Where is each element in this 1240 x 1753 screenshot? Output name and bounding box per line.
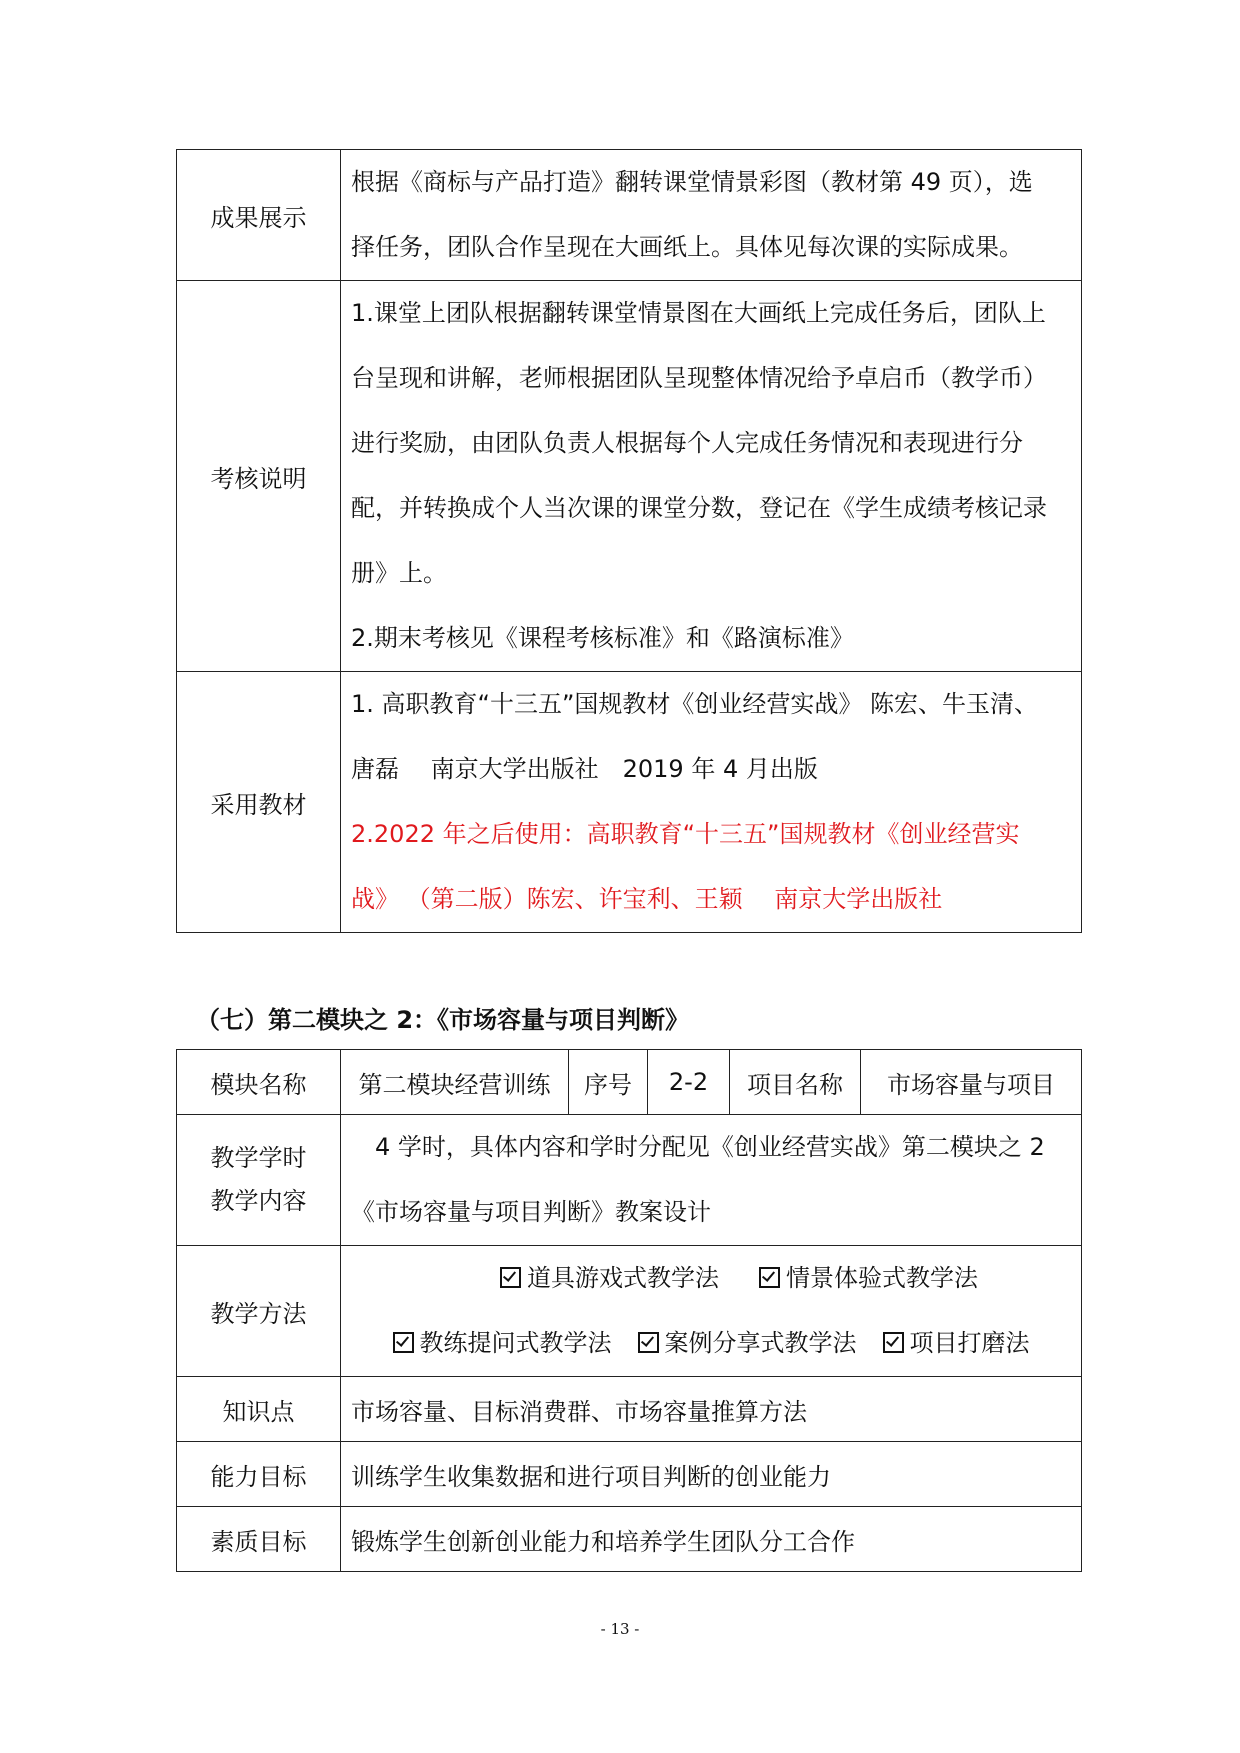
checkbox-checked-icon	[638, 1332, 659, 1353]
table-row-knowledge	[177, 1377, 1082, 1442]
page-number: - 13 -	[600, 1620, 640, 1638]
checkbox-checked-icon	[759, 1267, 780, 1288]
method-item: 道具游戏式教学法	[500, 1246, 719, 1311]
table-row-assessment	[177, 281, 1082, 672]
row-content-results	[341, 150, 1082, 281]
textbook-line: 1. 高职教育“十三五”国规教材《创业经营实战》 陈宏、牛玉清、	[351, 690, 1039, 718]
project-name-label: 项目名称	[730, 1050, 861, 1115]
row-label-textbook: 采用教材	[177, 672, 341, 933]
module-name-value: 第二模块经营训练	[341, 1050, 569, 1115]
textbook-line-red: 2.2022 年之后使用：高职教育“十三五”国规教材《创业经营实	[351, 820, 1020, 848]
textbook-line-red: 战》 （第二版）陈宏、许宝利、王颖 南京大学出版社	[351, 885, 943, 913]
assessment-line: 进行奖励，由团队负责人根据每个人完成任务情况和表现进行分	[351, 429, 1023, 457]
hours-line: 《市场容量与项目判断》教案设计	[351, 1198, 711, 1226]
results-line: 根据《商标与产品打造》翻转课堂情景彩图（教材第 49 页），选	[351, 168, 1033, 196]
methods-row-2	[341, 1311, 1081, 1376]
table-row-hours	[177, 1115, 1082, 1246]
row-content-assessment	[341, 281, 1082, 672]
hours-label-2: 教学内容	[210, 1187, 307, 1215]
table-row-ability	[177, 1442, 1082, 1507]
row-label-methods: 教学方法	[177, 1246, 341, 1377]
hours-label-1: 教学学时	[210, 1144, 307, 1172]
methods-row-1	[341, 1246, 1081, 1311]
row-content-methods	[341, 1246, 1082, 1377]
assessment-line: 台呈现和讲解，老师根据团队呈现整体情况给予卓启币（教学币）	[351, 364, 1047, 392]
row-label-knowledge: 知识点	[177, 1377, 341, 1442]
checkbox-checked-icon	[883, 1332, 904, 1353]
row-label-quality: 素质目标	[177, 1507, 341, 1572]
assessment-line: 2.期末考核见《课程考核标准》和《路演标准》	[351, 624, 854, 652]
row-content-ability: 训练学生收集数据和进行项目判断的创业能力	[341, 1442, 1082, 1507]
project-name-value: 市场容量与项目	[861, 1050, 1082, 1115]
results-line: 择任务，团队合作呈现在大画纸上。具体见每次课的实际成果。	[351, 233, 1023, 261]
method-item: 情景体验式教学法	[759, 1246, 978, 1311]
hours-line: 4 学时，具体内容和学时分配见《创业经营实战》第二模块之 2	[375, 1133, 1045, 1161]
table-module-2-2	[176, 1049, 1082, 1572]
row-content-knowledge: 市场容量、目标消费群、市场容量推算方法	[341, 1377, 1082, 1442]
seq-label: 序号	[569, 1050, 648, 1115]
table-course-info-continued	[176, 149, 1082, 933]
checkbox-checked-icon	[393, 1332, 414, 1353]
table-row-textbook	[177, 672, 1082, 933]
row-label-assessment: 考核说明	[177, 281, 341, 672]
checkbox-checked-icon	[500, 1267, 521, 1288]
assessment-line: 配，并转换成个人当次课的课堂分数，登记在《学生成绩考核记录	[351, 494, 1047, 522]
textbook-line: 唐磊 南京大学出版社 2019 年 4 月出版	[351, 755, 818, 783]
section-heading: （七）第二模块之 2：《市场容量与项目判断》	[196, 1006, 690, 1034]
method-item: 教练提问式教学法	[393, 1311, 612, 1376]
table-row-quality	[177, 1507, 1082, 1572]
method-item: 案例分享式教学法	[638, 1311, 857, 1376]
table-row-header	[177, 1050, 1082, 1115]
assessment-line: 册》上。	[351, 559, 447, 587]
row-content-textbook	[341, 672, 1082, 933]
module-name-label: 模块名称	[177, 1050, 341, 1115]
method-item: 项目打磨法	[883, 1311, 1030, 1376]
row-label-ability: 能力目标	[177, 1442, 341, 1507]
table-row-methods	[177, 1246, 1082, 1377]
assessment-line: 1.课堂上团队根据翻转课堂情景图在大画纸上完成任务后，团队上	[351, 299, 1046, 327]
row-label-results: 成果展示	[177, 150, 341, 281]
seq-value: 2-2	[648, 1050, 730, 1115]
row-content-quality: 锻炼学生创新创业能力和培养学生团队分工合作	[341, 1507, 1082, 1572]
row-content-hours	[341, 1115, 1082, 1246]
row-label-hours	[177, 1115, 341, 1246]
table-row-results	[177, 150, 1082, 281]
